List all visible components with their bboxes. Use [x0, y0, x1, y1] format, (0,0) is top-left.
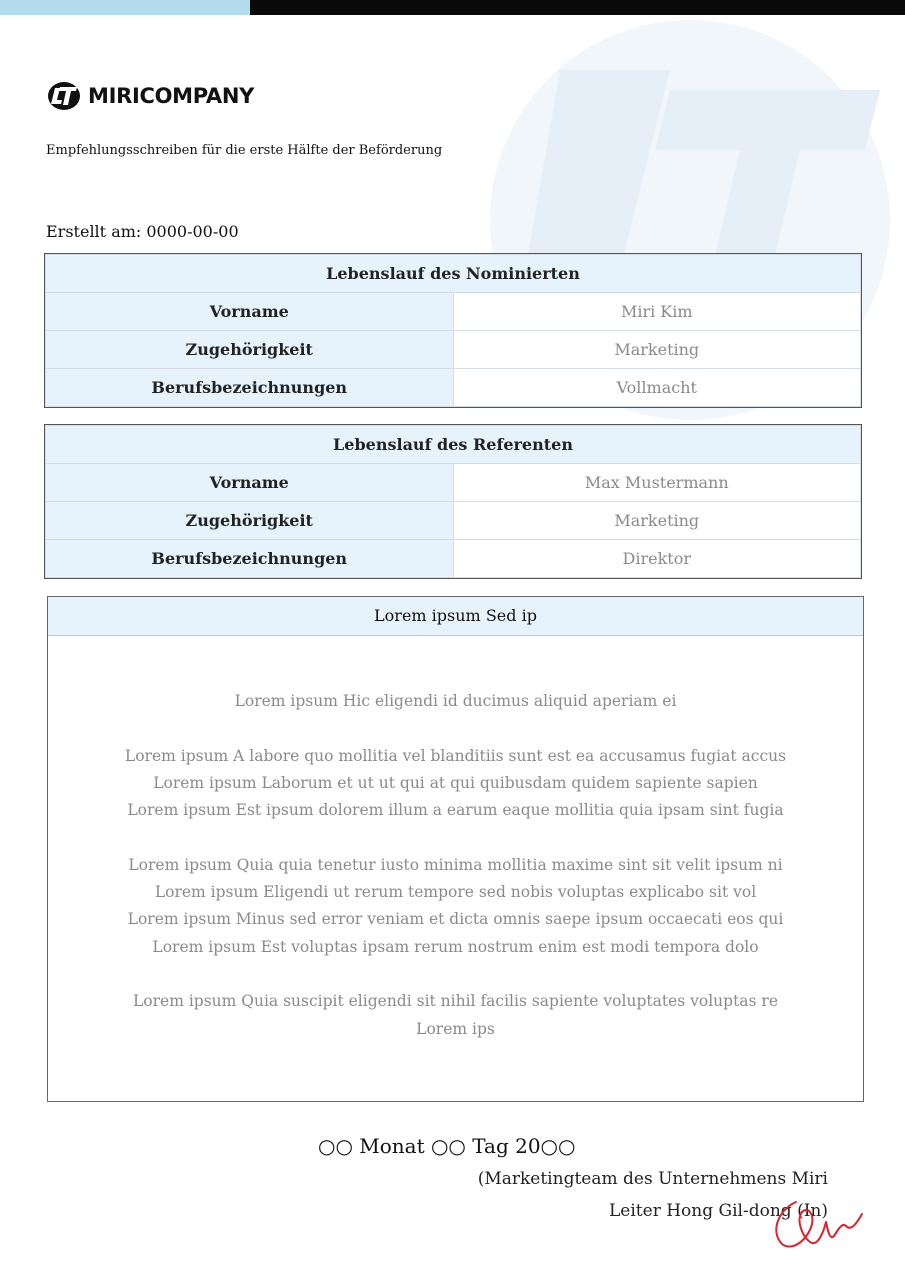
letter-title: Lorem ipsum Sed ip [48, 597, 863, 636]
document-subtitle: Empfehlungsschreiben für die erste Hälfte der Beförderung [46, 143, 443, 158]
signature-date: ○○ Monat ○○ Tag 20○○ [318, 1134, 576, 1158]
referee-table-caption: Lebenslauf des Referenten [46, 426, 861, 464]
nominee-title-value: Vollmacht [453, 369, 861, 407]
letter-line: Lorem ips [416, 1019, 495, 1038]
letter-line: Lorem ipsum Laborum et ut ut qui at qui quibusdam quidem sapiente sapien [153, 773, 758, 792]
referee-title-label: Berufsbezeichnungen [46, 540, 454, 578]
referee-title-value: Direktor [453, 540, 861, 578]
company-name: MIRICOMPANY [88, 84, 255, 108]
top-accent-bar-blue [0, 0, 250, 15]
letter-line: Lorem ipsum Est ipsum dolorem illum a earum eaque mollitia quia ipsam sint fugia [127, 801, 784, 820]
recommendation-letter-box [47, 596, 864, 1102]
letter-line: Lorem ipsum Quia suscipit eligendi sit nihil facilis sapiente voluptates voluptas re [132, 992, 778, 1011]
referee-table [45, 425, 861, 578]
letter-paragraph [48, 743, 863, 825]
handwritten-signature-icon [768, 1192, 866, 1254]
company-logo [46, 80, 254, 112]
nominee-table [45, 254, 861, 407]
signer-name: Leiter Hong Gil-dong (In) [609, 1201, 828, 1221]
nominee-title-label: Berufsbezeichnungen [46, 369, 454, 407]
letter-line: Lorem ipsum Hic eligendi id ducimus aliquid aperiam ei [234, 692, 677, 710]
referee-name-value: Max Mustermann [453, 464, 861, 502]
referee-name-label: Vorname [46, 464, 454, 502]
created-date: Erstellt am: 0000-00-00 [46, 222, 239, 241]
nominee-table-caption: Lebenslauf des Nominierten [46, 255, 861, 293]
referee-affiliation-value: Marketing [453, 502, 861, 540]
letter-line: Lorem ipsum A labore quo mollitia vel blanditiis sunt est ea accusamus fugiat accus [124, 746, 787, 765]
letter-line: Lorem ipsum Eligendi ut rerum tempore sed nobis voluptas explicabo sit vol [154, 883, 757, 902]
table-row [46, 293, 861, 331]
nominee-affiliation-value: Marketing [453, 331, 861, 369]
nominee-name-label: Vorname [46, 293, 454, 331]
table-row [46, 369, 861, 407]
letter-line: Lorem ipsum Minus sed error veniam et dicta omnis saepe ipsum occaecati eos qui [127, 910, 784, 929]
letter-paragraph [48, 852, 863, 961]
letter-paragraph [48, 688, 863, 715]
letter-line: Lorem ipsum Est voluptas ipsam rerum nostrum enim est modi tempora dolo [152, 937, 759, 956]
table-row [46, 502, 861, 540]
letter-body [48, 636, 863, 1043]
signer-team: (Marketingteam des Unternehmens Miri [477, 1169, 828, 1189]
table-row [46, 464, 861, 502]
company-logo-icon [46, 80, 82, 112]
table-row [46, 331, 861, 369]
nominee-affiliation-label: Zugehörigkeit [46, 331, 454, 369]
nominee-name-value: Miri Kim [453, 293, 861, 331]
table-row [46, 540, 861, 578]
referee-affiliation-label: Zugehörigkeit [46, 502, 454, 540]
letter-line: Lorem ipsum Quia quia tenetur iusto minima mollitia maxime sint sit velit ipsum ni [128, 855, 783, 874]
letter-paragraph [48, 988, 863, 1043]
